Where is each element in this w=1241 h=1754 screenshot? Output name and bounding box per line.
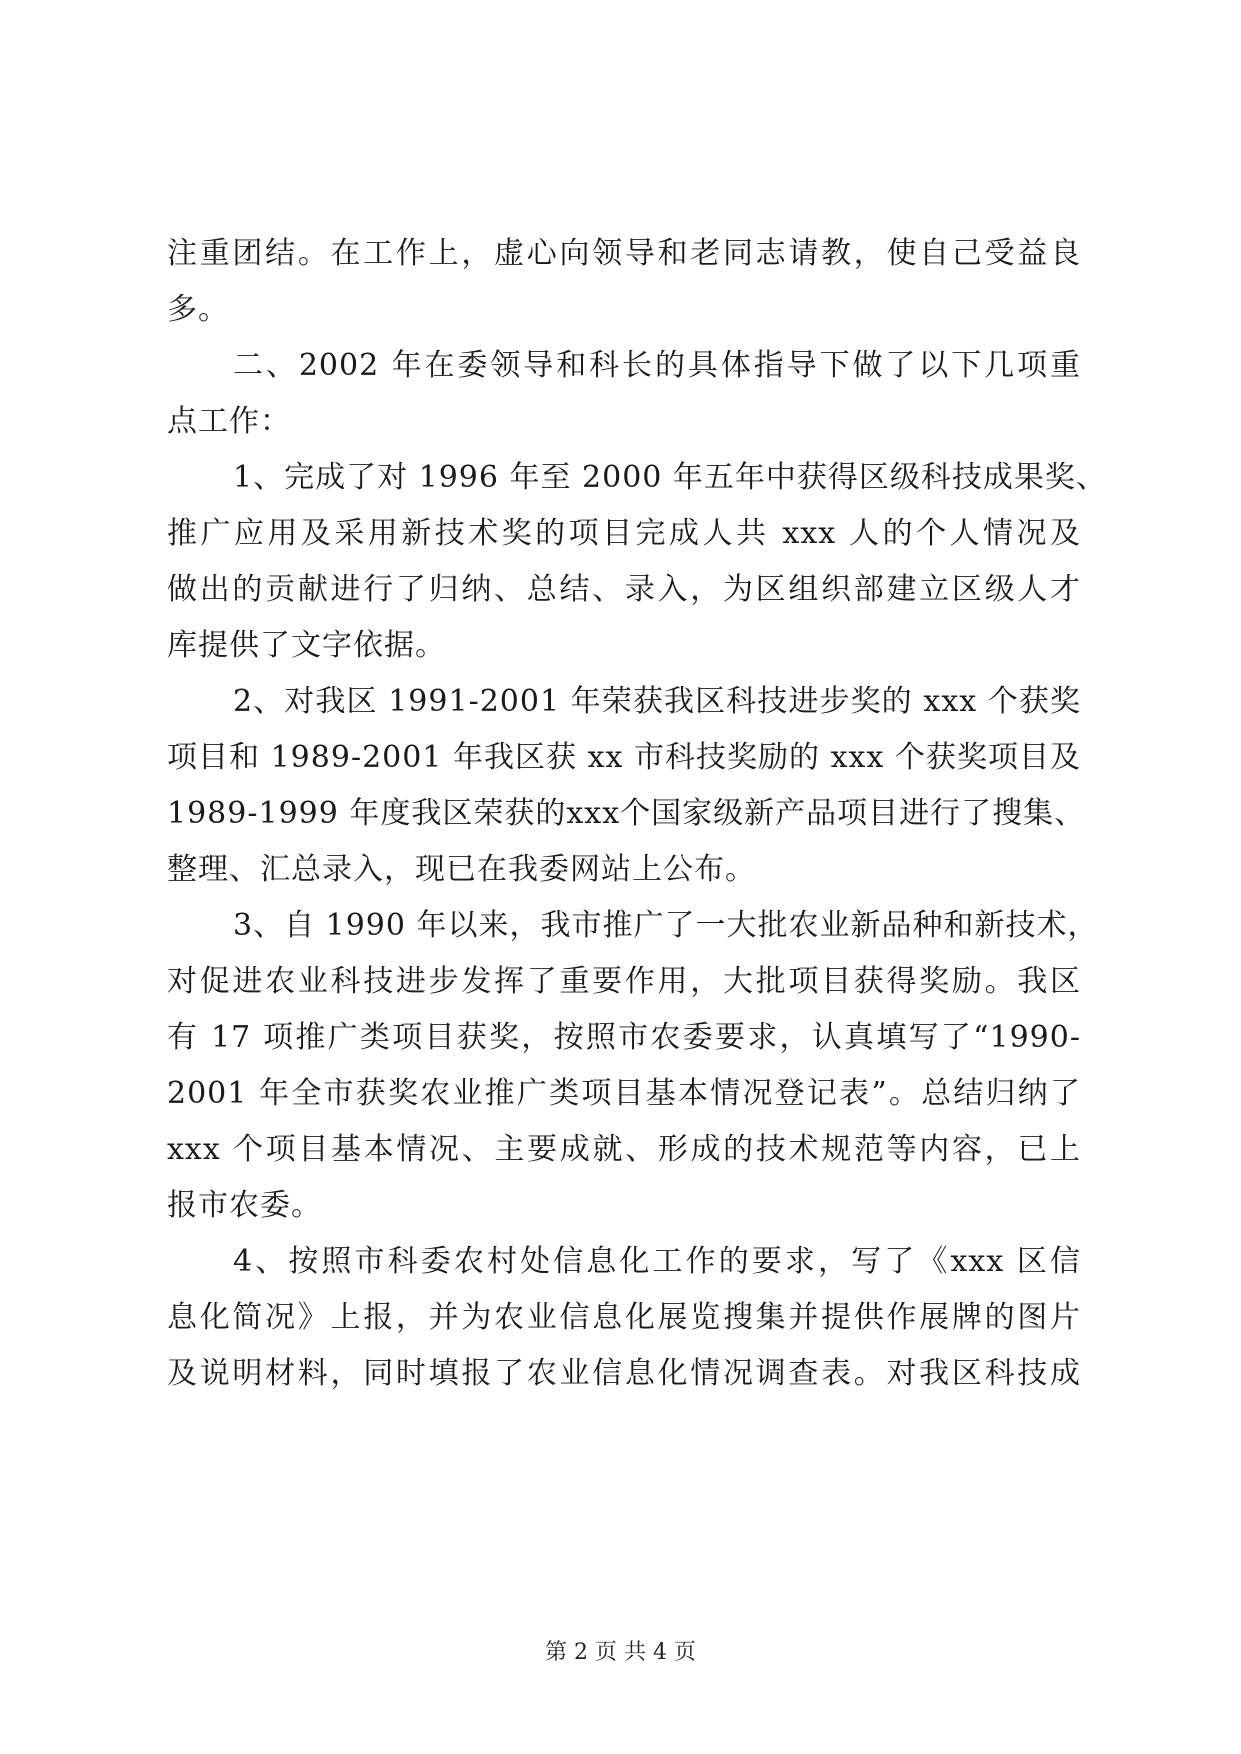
text-line: 推广应用及采用新技术奖的项目完成人共 xxx 人的个人情况及 xyxy=(167,516,1081,551)
text-line: 项目和 1989-2001 年我区获 xx 市科技奖励的 xxx 个获奖项目及 xyxy=(167,740,1081,775)
text-line: 注重团结。在工作上，虚心向领导和老同志请教，使自己受益良 xyxy=(167,236,1081,271)
page-number-footer: 第 2 页 共 4 页 xyxy=(545,1640,696,1665)
text-line: 报市农委。 xyxy=(167,1188,322,1223)
text-line: 息化简况》上报，并为农业信息化展览搜集并提供作展牌的图片 xyxy=(167,1300,1081,1335)
text-line: 1、完成了对 1996 年至 2000 年五年中获得区级科技成果奖、 xyxy=(233,460,1107,495)
text-line: 点工作： xyxy=(167,404,291,439)
text-line: 2001 年全市获奖农业推广类项目基本情况登记表”。总结归纳了 xyxy=(167,1076,1081,1111)
text-line: 二、2002 年在委领导和科长的具体指导下做了以下几项重 xyxy=(233,348,1081,383)
text-line: 4、按照市科委农村处信息化工作的要求，写了《xxx 区信 xyxy=(233,1244,1081,1279)
text-line: 3、自 1990 年以来，我市推广了一大批农业新品种和新技术， xyxy=(233,908,1099,943)
text-line: 做出的贡献进行了归纳、总结、录入，为区组织部建立区级人才 xyxy=(167,572,1081,607)
text-line: 多。 xyxy=(167,292,229,327)
text-line: 有 17 项推广类项目获奖，按照市农委要求，认真填写了“1990- xyxy=(167,1020,1081,1055)
text-line: xxx 个项目基本情况、主要成就、形成的技术规范等内容，已上 xyxy=(167,1132,1081,1167)
text-line: 及说明材料，同时填报了农业信息化情况调查表。对我区科技成 xyxy=(167,1356,1081,1391)
text-line: 库提供了文字依据。 xyxy=(167,628,446,663)
text-line: 1989-1999 年度我区荣获的xxx个国家级新产品项目进行了搜集、 xyxy=(167,796,1086,831)
text-line: 整理、汇总录入，现已在我委网站上公布。 xyxy=(167,852,756,887)
text-line: 2、对我区 1991-2001 年荣获我区科技进步奖的 xxx 个获奖 xyxy=(233,684,1081,719)
text-line: 对促进农业科技进步发挥了重要作用，大批项目获得奖励。我区 xyxy=(167,964,1081,999)
